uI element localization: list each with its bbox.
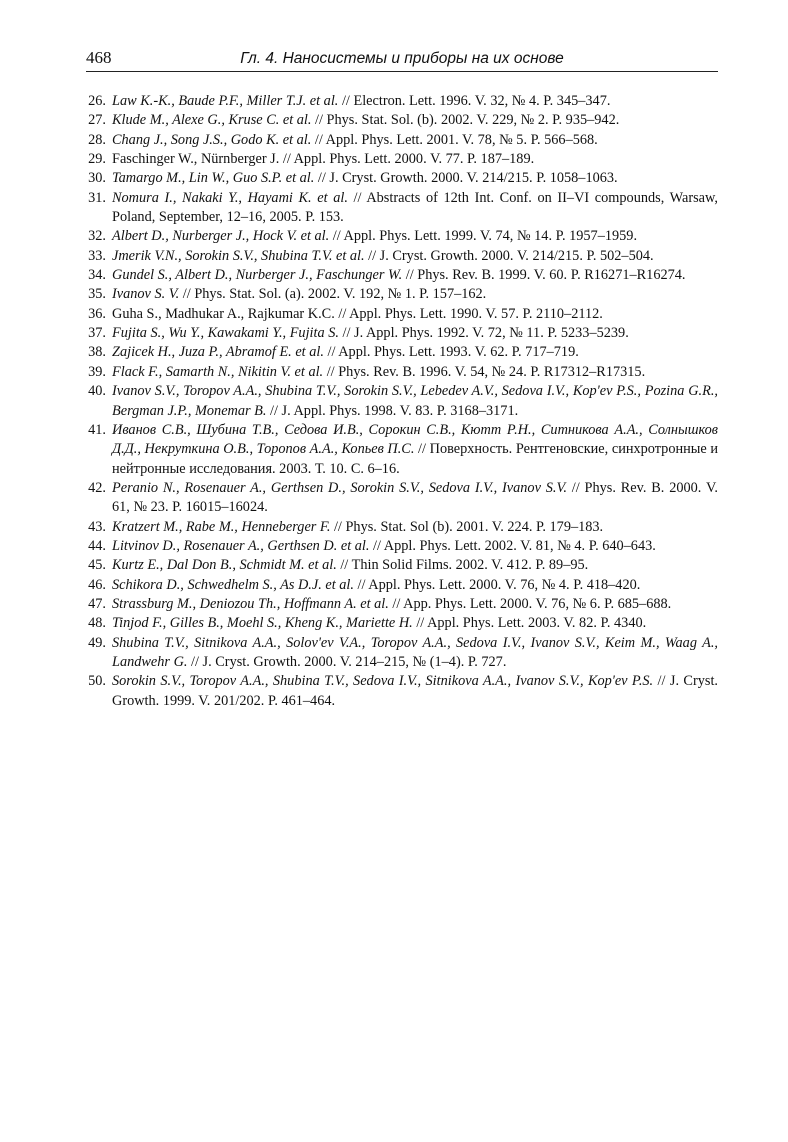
reference-item <box>86 227 718 246</box>
reference-item <box>86 479 718 518</box>
reference-item <box>86 518 718 537</box>
reference-number: 34. <box>88 267 106 284</box>
reference-number: 30. <box>88 170 106 187</box>
reference-number: 40. <box>88 383 106 400</box>
reference-item <box>86 150 718 169</box>
reference-item <box>86 324 718 343</box>
reference-authors: Shubina T.V., Sitnikova A.A., Solov'ev V.A., Toropov A.A., Sedova I.V., Ivanov S.V., Keim M., Waag A., Landwehr G. <box>112 634 718 670</box>
reference-source: // J. Cryst. Growth. 2000. V. 214/215. P. 502–504. <box>364 247 654 264</box>
reference-source: // J. Appl. Phys. 1998. V. 83. P. 3168–3171. <box>266 402 519 419</box>
reference-authors: Ivanov S.V., Toropov A.A., Shubina T.V., Sorokin S.V., Lebedev A.V., Sedova I.V., Kop'ev P.S., Pozina G.R., Bergman J.P., Monemar B. <box>112 383 718 419</box>
reference-item <box>86 285 718 304</box>
reference-item <box>86 169 718 188</box>
reference-number: 45. <box>88 557 106 574</box>
reference-source: // Appl. Phys. Lett. 2002. V. 81, № 4. P. 640–643. <box>369 537 656 554</box>
reference-number: 48. <box>88 615 106 632</box>
reference-item <box>86 92 718 111</box>
reference-authors: Иванов С.В., Шубина Т.В., Седова И.В., Сорокин С.В., Кютт Р.Н., Ситникова А.А., Солнышков Д.Д., Некруткина О.В., Торопов А.А., Копьев П.С. <box>112 421 718 458</box>
reference-authors: Gundel S., Albert D., Nurberger J., Faschunger W. <box>112 267 403 284</box>
reference-number: 27. <box>88 112 106 129</box>
reference-source: // Appl. Phys. Lett. 2001. V. 78, № 5. P. 566–568. <box>311 131 598 148</box>
reference-number: 50. <box>88 673 106 690</box>
reference-item <box>86 305 718 324</box>
reference-item <box>86 131 718 150</box>
reference-list <box>86 92 718 711</box>
reference-source: // Phys. Stat. Sol. (b). 2002. V. 229, № 2. P. 935–942. <box>311 112 620 129</box>
reference-item <box>86 382 718 421</box>
reference-source: // Phys. Rev. B. 2000. V. 61, № 23. P. 16015–16024. <box>112 479 718 516</box>
reference-source: // Appl. Phys. Lett. 2003. V. 82. P. 4340. <box>412 615 647 632</box>
reference-source: // Appl. Phys. Lett. 1999. V. 74, № 14. P. 1957–1959. <box>329 228 638 245</box>
reference-source: Guha S., Madhukar A., Rajkumar K.C. // Appl. Phys. Lett. 1990. V. 57. P. 2110–2112. <box>112 305 603 322</box>
reference-number: 49. <box>88 634 106 651</box>
reference-source: // Appl. Phys. Lett. 1993. V. 62. P. 717–719. <box>323 344 579 361</box>
reference-source: // Phys. Rev. B. 1996. V. 54, № 24. P. R17312–R17315. <box>323 363 646 380</box>
reference-number: 37. <box>88 325 106 342</box>
reference-source: // Thin Solid Films. 2002. V. 412. P. 89–95. <box>336 557 589 574</box>
reference-item <box>86 576 718 595</box>
reference-number: 43. <box>88 518 106 535</box>
page-header <box>86 48 718 72</box>
reference-item <box>86 421 718 479</box>
reference-authors: Flack F., Samarth N., Nikitin V. et al. <box>112 363 324 380</box>
reference-source: // J. Cryst. Growth. 2000. V. 214–215, № (1–4). P. 727. <box>187 653 507 670</box>
reference-number: 26. <box>88 93 106 109</box>
reference-authors: Fujita S., Wu Y., Kawakami Y., Fujita S. <box>112 325 339 342</box>
reference-authors: Nomura I., Nakaki Y., Hayami K. et al. <box>112 189 348 206</box>
reference-source: // J. Cryst. Growth. 1999. V. 201/202. P. 461–464. <box>112 673 718 709</box>
reference-item <box>86 634 718 673</box>
reference-authors: Kurtz E., Dal Don B., Schmidt M. et al. <box>112 557 337 574</box>
reference-authors: Klude M., Alexe G., Kruse C. et al. <box>112 112 312 129</box>
reference-item <box>86 537 718 556</box>
reference-number: 44. <box>88 537 106 554</box>
reference-authors: Ivanov S. V. <box>112 286 180 303</box>
reference-source: // Phys. Stat. Sol. (a). 2002. V. 192, № 1. P. 157–162. <box>179 286 487 303</box>
reference-authors: Kratzert M., Rabe M., Henneberger F. <box>112 518 331 535</box>
reference-authors: Schikora D., Schwedhelm S., As D.J. et al. <box>112 576 354 593</box>
reference-source: Faschinger W., Nürnberger J. // Appl. Phys. Lett. 2000. V. 77. P. 187–189. <box>112 151 535 168</box>
reference-number: 46. <box>88 576 106 593</box>
reference-source: // J. Cryst. Growth. 2000. V. 214/215. P. 1058–1063. <box>314 170 618 187</box>
reference-number: 35. <box>88 286 106 303</box>
reference-authors: Peranio N., Rosenauer A., Gerthsen D., Sorokin S.V., Sedova I.V., Ivanov S.V. <box>112 479 567 496</box>
reference-authors: Strassburg M., Deniozou Th., Hoffmann A. et al. <box>112 595 389 612</box>
reference-number: 39. <box>88 363 106 380</box>
reference-number: 47. <box>88 595 106 612</box>
reference-number: 29. <box>88 151 106 168</box>
page-number: 468 <box>86 48 112 67</box>
reference-source: // App. Phys. Lett. 2000. V. 76, № 6. P. 685–688. <box>388 595 672 612</box>
reference-authors: Sorokin S.V., Toropov A.A., Shubina T.V., Sedova I.V., Sitnikova A.A., Ivanov S.V., Kop'ev P.S. <box>112 673 654 690</box>
reference-authors: Albert D., Nurberger J., Hock V. et al. <box>112 228 330 245</box>
reference-authors: Litvinov D., Rosenauer A., Gerthsen D. et al. <box>112 537 370 554</box>
reference-authors: Jmerik V.N., Sorokin S.V., Shubina T.V. et al. <box>112 247 365 264</box>
reference-number: 28. <box>88 131 106 148</box>
reference-source: // Phys. Rev. B. 1999. V. 60. P. R16271–R16274. <box>402 267 686 284</box>
reference-number: 32. <box>88 228 106 245</box>
reference-source: // J. Appl. Phys. 1992. V. 72, № 11. P. 5233–5239. <box>338 325 629 342</box>
reference-source: // Поверхность. Рентгеновские, синхротронные и нейтронные исследования. 2003. Т. 10. С. 6–16. <box>112 441 719 477</box>
reference-authors: Law K.-K., Baude P.F., Miller T.J. et al. <box>112 93 339 109</box>
reference-item <box>86 595 718 614</box>
reference-item <box>86 614 718 633</box>
reference-number: 31. <box>88 189 106 206</box>
reference-number: 36. <box>88 305 106 322</box>
reference-item <box>86 556 718 575</box>
reference-authors: Chang J., Song J.S., Godo K. et al. <box>112 131 312 148</box>
reference-source: // Electron. Lett. 1996. V. 32, № 4. P. 345–347. <box>338 93 611 109</box>
reference-item <box>86 189 718 228</box>
reference-authors: Tinjod F., Gilles B., Moehl S., Kheng K., Mariette H. <box>112 615 413 632</box>
reference-item <box>86 247 718 266</box>
reference-item <box>86 363 718 382</box>
reference-item <box>86 672 718 711</box>
reference-source: // Phys. Stat. Sol (b). 2001. V. 224. P. 179–183. <box>330 518 604 535</box>
reference-source: // Appl. Phys. Lett. 2000. V. 76, № 4. P. 418–420. <box>353 576 641 593</box>
reference-number: 33. <box>88 247 106 264</box>
reference-authors: Tamargo M., Lin W., Guo S.P. et al. <box>112 170 315 187</box>
reference-number: 41. <box>88 421 106 438</box>
reference-source: // Abstracts of 12th Int. Conf. on II–VI compounds, Warsaw, Poland, September, 12–16, 2005. P. 153. <box>112 189 718 226</box>
reference-item <box>86 343 718 362</box>
reference-item <box>86 111 718 130</box>
reference-item <box>86 266 718 285</box>
reference-number: 42. <box>88 479 106 496</box>
running-title: Гл. 4. Наносистемы и приборы на их основе <box>240 50 564 67</box>
reference-number: 38. <box>88 344 106 361</box>
reference-authors: Zajicek H., Juza P., Abramof E. et al. <box>112 344 324 361</box>
